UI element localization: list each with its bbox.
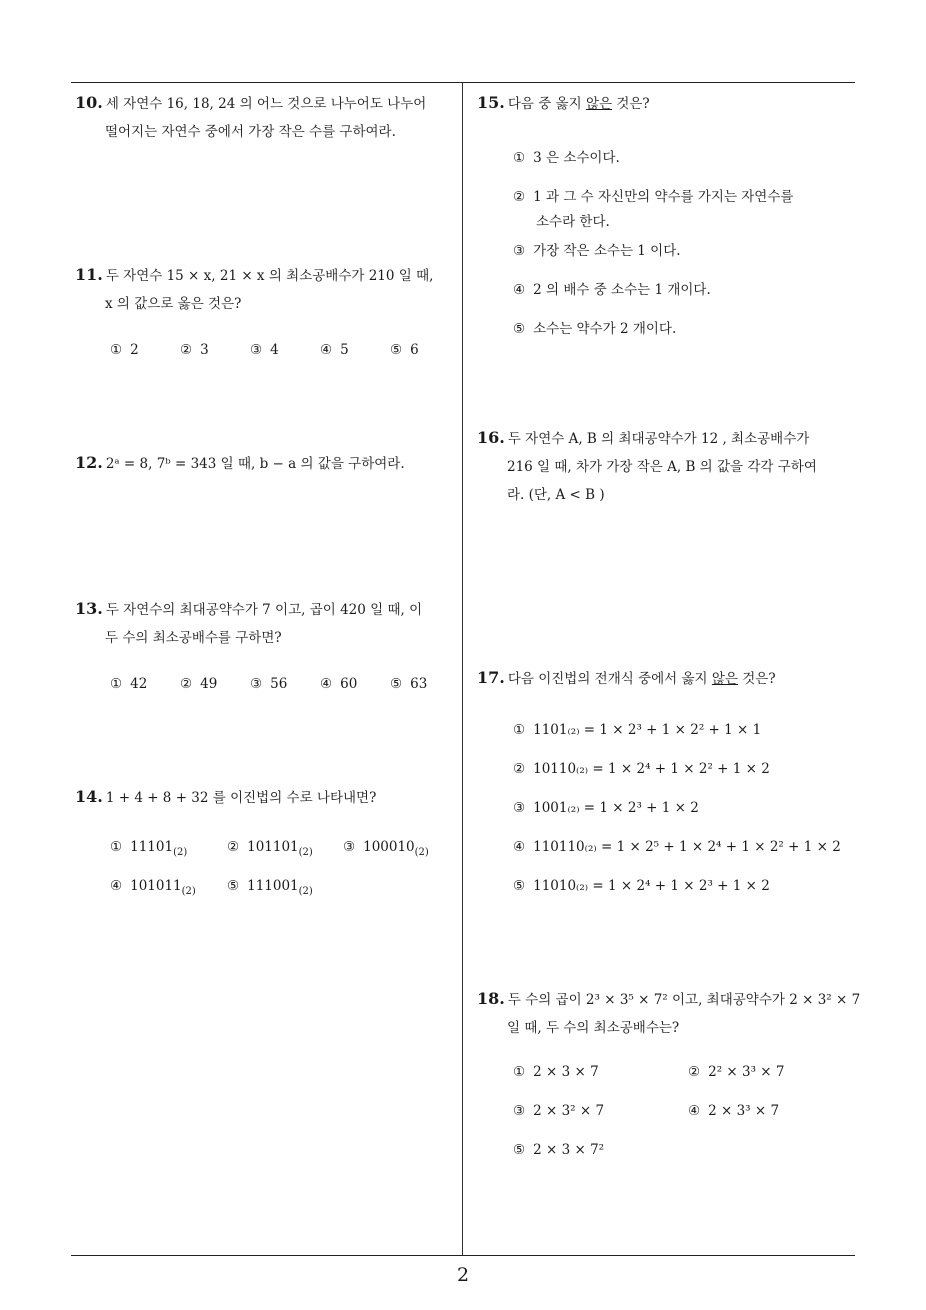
choice-2[interactable]: ② 1 과 그 수 자신만의 약수를 가지는 자연수를 <box>513 189 794 205</box>
question-text-cont: x 의 값으로 옳은 것은? <box>105 296 242 312</box>
question-15: 15. 다음 중 옳지 않은 것은? <box>477 93 650 112</box>
question-text: 2ᵃ = 8, 7ᵇ = 343 일 때, b − a 의 값을 구하여라. <box>105 456 405 472</box>
question-text-cont: 일 때, 두 수의 최소공배수는? <box>507 1020 680 1036</box>
choice-2-cont: 소수라 한다. <box>536 214 610 230</box>
choice-2[interactable]: ② 3 <box>180 342 209 358</box>
page-number: 2 <box>456 1264 470 1286</box>
choice-4[interactable]: ④ 2 의 배수 중 소수는 1 개이다. <box>513 282 711 298</box>
question-text-cont: 216 일 때, 차가 가장 작은 A, B 의 값을 각각 구하여 <box>507 459 817 475</box>
question-text: 세 자연수 16, 18, 24 의 어느 것으로 나누어도 나누어 <box>105 96 427 112</box>
choice-5[interactable]: ⑤ 2 × 3 × 7² <box>513 1142 605 1158</box>
choice-3[interactable]: ③ 1001₍₂₎ = 1 × 2³ + 1 × 2 <box>513 800 699 816</box>
question-text-cont: 두 수의 최소공배수를 구하면? <box>105 630 282 646</box>
question-text: 두 자연수의 최대공약수가 7 이고, 곱이 420 일 때, 이 <box>105 602 423 618</box>
question-text-cont: 라. (단, A < B ) <box>507 487 605 503</box>
question-18 <box>477 985 862 1042</box>
choice-3[interactable]: ③ 4 <box>250 342 279 358</box>
choice-2[interactable]: ② $101101_{(2)}$ <box>227 839 313 858</box>
question-11 <box>75 261 460 318</box>
choice-4[interactable]: ④ 60 <box>320 676 358 692</box>
choice-5[interactable]: ⑤ 6 <box>390 342 419 358</box>
emphasis-underline: 않은 <box>585 96 613 112</box>
question-number: 10. <box>75 93 103 112</box>
question-number: 14. <box>75 787 103 806</box>
choice-3[interactable]: ③ 56 <box>250 676 288 692</box>
question-16 <box>477 424 862 509</box>
choice-3[interactable]: ③ $100010_{(2)}$ <box>343 839 429 858</box>
choice-1[interactable]: ① $11101_{(2)}$ <box>110 839 188 858</box>
choice-1[interactable]: ① 1101₍₂₎ = 1 × 2³ + 1 × 2² + 1 × 1 <box>513 722 762 738</box>
question-17: 17. 다음 이진법의 전개식 중에서 옳지 않은 것은? <box>477 668 776 687</box>
choice-1[interactable]: ① 2 <box>110 342 139 358</box>
choice-5[interactable]: ⑤ 11010₍₂₎ = 1 × 2⁴ + 1 × 2³ + 1 × 2 <box>513 878 770 894</box>
question-10 <box>75 89 460 146</box>
choice-3[interactable]: ③ 가장 작은 소수는 1 이다. <box>513 243 681 259</box>
question-number: 17. <box>477 668 505 687</box>
choice-5[interactable]: ⑤ $111001_{(2)}$ <box>227 878 313 897</box>
question-number: 16. <box>477 428 505 447</box>
choice-3[interactable]: ③ 2 × 3² × 7 <box>513 1103 605 1119</box>
choice-4[interactable]: ④ 110110₍₂₎ = 1 × 2⁵ + 1 × 2⁴ + 1 × 2² + 1 × 2 <box>513 839 841 855</box>
question-number: 12. <box>75 453 103 472</box>
question-12 <box>75 449 460 478</box>
choice-4[interactable]: ④ 5 <box>320 342 349 358</box>
emphasis-underline: 않은 <box>711 671 738 687</box>
question-text: 두 자연수 15 × x, 21 × x 의 최소공배수가 210 일 때, <box>105 268 434 284</box>
choice-5[interactable]: ⑤ 소수는 약수가 2 개이다. <box>513 321 677 337</box>
choice-1[interactable]: ① 3 은 소수이다. <box>513 150 620 166</box>
bottom-rule <box>71 1255 855 1256</box>
column-divider <box>462 83 463 1255</box>
choice-1[interactable]: ① 2 × 3 × 7 <box>513 1064 599 1080</box>
choice-1[interactable]: ① 42 <box>110 676 148 692</box>
question-number: 18. <box>477 989 505 1008</box>
choice-2[interactable]: ② 49 <box>180 676 218 692</box>
question-number: 13. <box>75 599 103 618</box>
question-13 <box>75 595 460 652</box>
question-number: 15. <box>477 93 505 112</box>
question-number: 11. <box>75 265 103 284</box>
question-14 <box>75 783 460 812</box>
choice-5[interactable]: ⑤ 63 <box>390 676 428 692</box>
question-text: 두 수의 곱이 2³ × 3⁵ × 7² 이고, 최대공약수가 2 × 3² × 7 <box>507 992 861 1008</box>
top-rule <box>71 82 855 83</box>
choice-2[interactable]: ② 10110₍₂₎ = 1 × 2⁴ + 1 × 2² + 1 × 2 <box>513 761 770 777</box>
question-text: 1 + 4 + 8 + 32 를 이진법의 수로 나타내면? <box>105 790 377 806</box>
question-text: 두 자연수 A, B 의 최대공약수가 12 , 최소공배수가 <box>507 431 810 447</box>
choice-4[interactable]: ④ 2 × 3³ × 7 <box>688 1103 780 1119</box>
question-text-cont: 떨어지는 자연수 중에서 가장 작은 수를 구하여라. <box>105 124 396 140</box>
choice-4[interactable]: ④ $101011_{(2)}$ <box>110 878 196 897</box>
choice-2[interactable]: ② 2² × 3³ × 7 <box>688 1064 785 1080</box>
